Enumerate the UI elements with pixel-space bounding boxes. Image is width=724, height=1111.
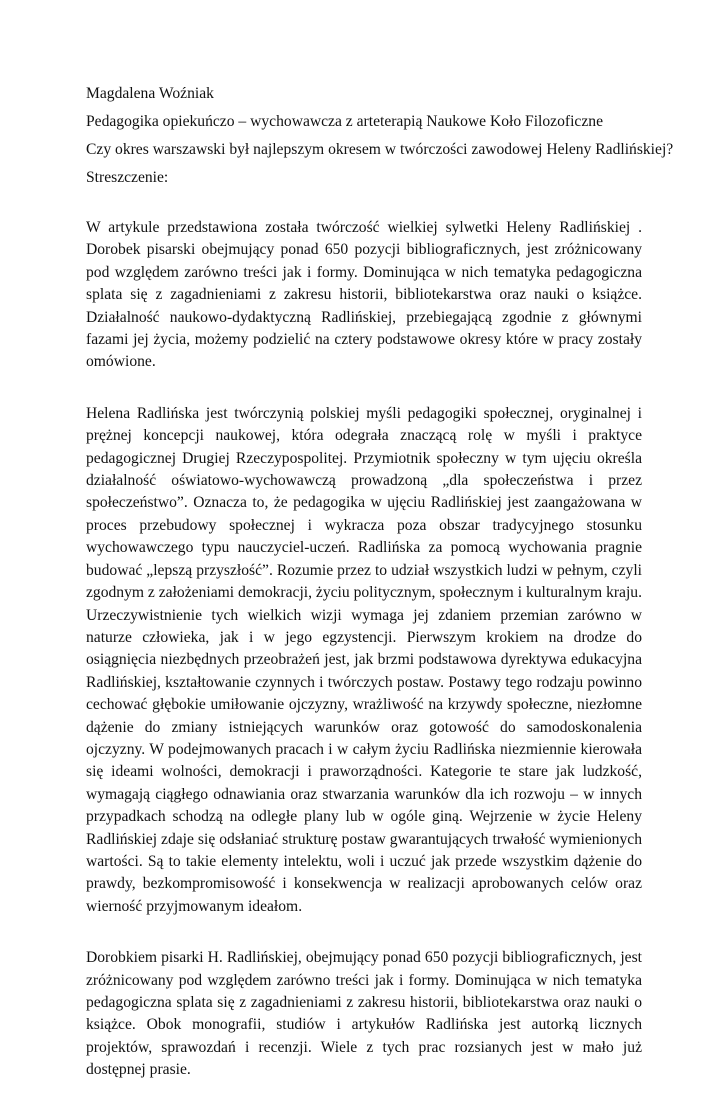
abstract-paragraph: W artykule przedstawiona została twórczość wielkiej sylwetki Heleny Radlińskiej . Dorobek pisarski obejmujący ponad 650 pozycji bibliograficznych, jest zróżnicowany pod względem zarówno treści jak i formy. Dominująca w nich tematyka pedagogiczna splata się z zagadnieniami z zakresu historii, bibliotekarstwa oraz nauki o książce. Działalność naukowo-dydaktyczną Radlińskiej, przebiegającą zgodnie z głównymi fazami jej życia, możemy podzielić na cztery podstawowe okresy które w pracy zostały omówione. (86, 219, 642, 371)
author-name: Magdalena Woźniak (86, 85, 214, 102)
document-page (86, 84, 674, 1111)
body-paragraph: Dorobkiem pisarki H. Radlińskiej, obejmujący ponad 650 pozycji bibliograficznych, jest zróżnicowany pod względem zarówno treści jak i formy. Dominująca w nich tematyka pedagogiczna splata się z zagadnieniami z zakresu historii, bibliotekarstwa oraz nauki o książce. Obok monografii, studiów i artykułów Radlińska jest autorką licznych projektów, sprawozdań i recenzji. Wiele z tych prac rozsianych jest w mało już dostępnej prasie. (86, 949, 642, 1079)
affiliation: Pedagogika opiekuńczo – wychowawcza z arteterapią Naukowe Koło Filozoficzne (86, 113, 603, 130)
body-paragraph: Helena Radlińska jest twórczynią polskiej myśli pedagogiki społecznej, oryginalnej i prężnej koncepcji naukowej, która odegrała znaczącą rolę w myśli i praktyce pedagogicznej Drugiej Rzeczypospolitej. Przymiotnik społeczny w tym ujęciu określa działalność oświatowo-wychowawczą prowadzoną „dla społeczeństwa i przez społeczeństwo”. Oznacza to, że pedagogika w ujęciu Radlińskiej jest zaangażowana w proces przebudowy społecznej i wykracza poza obszar tradycyjnego stosunku wychowawczego typu nauczyciel-uczeń. Radlińska za pomocą wychowania pragnie budować „lepszą przyszłość”. Rozumie przez to udział wszystkich ludzi w pełnym, czyli zgodnym z założeniami demokracji, życiu politycznym, społecznym i kulturalnym kraju. Urzeczywistnienie tych wielkich wizji wymaga jej zdaniem przemian zarówno w naturze człowieka, jak i w jego egzystencji. Pierwszym krokiem na drodze do osiągnięcia niezbędnych przeobrażeń jest, jak brzmi podstawowa dyrektywa edukacyjna Radlińskiej, kształtowanie czynnych i twórczych postaw. Postawy tego rodzaju powinno cechować głębokie umiłowanie ojczyzny, wrażliwość na krzywdy społeczne, niezłomne dążenie do zmiany istniejących warunków oraz gotowość do samodoskonalenia ojczyzny. W podejmowanych pracach i w całym życiu Radlińska niezmiennie kierowała się ideami wolności, demokracji i praworządności. Kategorie te stare jak ludzkość, wymagają ciągłego odnawiania oraz stwarzania warunków dla ich rozwoju – w innych przypadkach schodzą na odległe plany lub w ogóle giną. Wejrzenie w życie Heleny Radlińskiej zdaje się odsłaniać strukturę postaw gwarantujących trwałość wymienionych wartości. Są to takie elementy intelektu, woli i uczuć jak przede wszystkim dążenie do prawdy, bezkompromisowość i konsekwencja w realizacji aprobowanych celów oraz wierność przyjmowanym ideałom. (86, 404, 643, 915)
abstract-label: Streszczenie: (86, 169, 169, 186)
document-title: Czy okres warszawski był najlepszym okresem w twórczości zawodowej Heleny Radlińskiej? (86, 141, 674, 158)
